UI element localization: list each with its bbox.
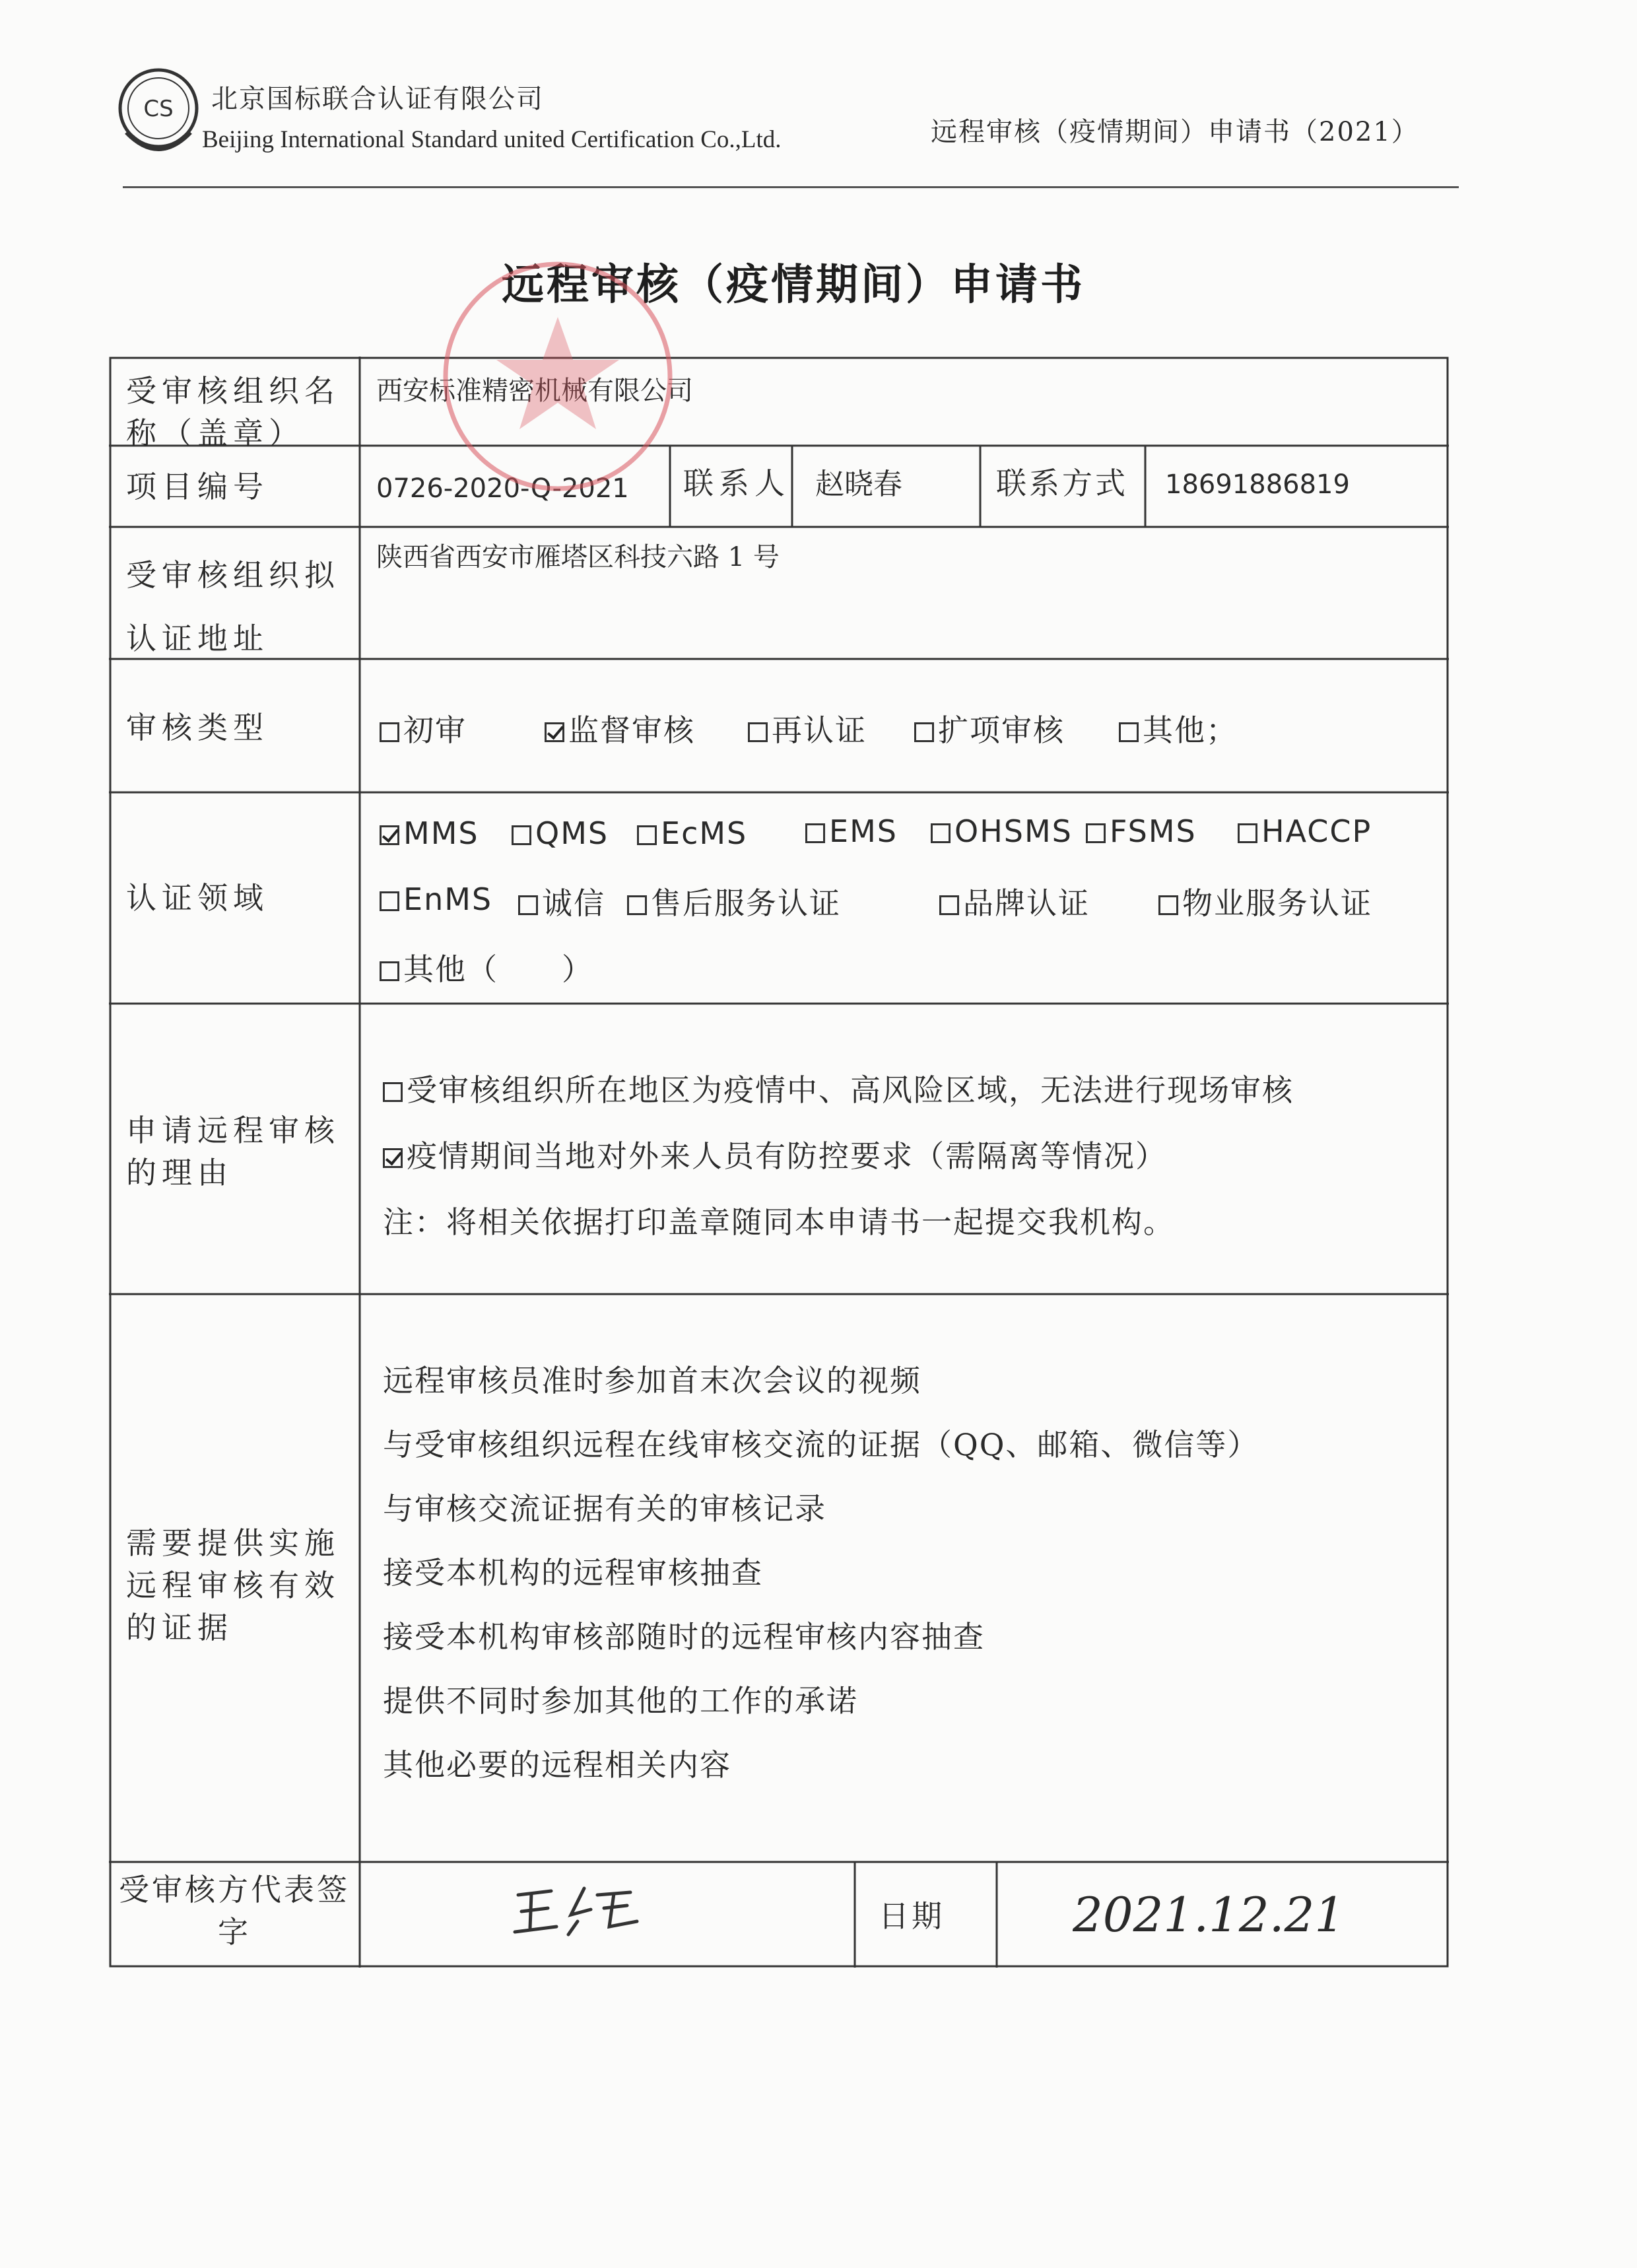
reason-option[interactable] (383, 1066, 1294, 1110)
evidence-label: 需要提供实施远程审核有效的证据 (126, 1525, 340, 1645)
option-label: EcMS (661, 815, 748, 851)
checkbox-empty-icon[interactable] (518, 895, 538, 915)
option-label: FSMS (1110, 813, 1197, 849)
audit-type-option[interactable] (380, 706, 467, 750)
evidence-item: 接受本机构的远程审核抽查 (383, 1555, 763, 1591)
company-name-en: Beijing International Standard united Certification Co.,Ltd. (202, 126, 782, 153)
svg-text:CS: CS (143, 96, 174, 122)
signer-label: 受审核方代表签字 (119, 1872, 350, 1950)
evidence-item: 与审核交流证据有关的审核记录 (383, 1491, 826, 1527)
date-value (1073, 1878, 1376, 1960)
option-label: 其他（ ） (403, 951, 593, 987)
field-option[interactable] (1238, 813, 1372, 849)
evidence-item: 提供不同时参加其他的工作的承诺 (383, 1683, 858, 1719)
org-name-value: 西安标准精密机械有限公司 (376, 376, 693, 406)
option-label: 其他； (1143, 712, 1238, 748)
option-label: 疫情期间当地对外来人员有防控要求（需隔离等情况） (407, 1138, 1167, 1174)
phone-label: 联系方式 (996, 465, 1128, 501)
field-label: 认证领域 (126, 880, 269, 916)
checkbox-empty-icon[interactable] (931, 823, 951, 843)
project-no-value: 0726-2020-Q-2021 (376, 473, 629, 504)
option-label: 初审 (403, 712, 467, 748)
address-value: 陕西省西安市雁塔区科技六路 1 号 (376, 542, 780, 572)
reason-note: 注：将相关依据打印盖章随同本申请书一起提交我机构。 (383, 1204, 1175, 1240)
page-title: 远程审核（疫情期间）申请书 (502, 261, 1085, 310)
document-reference: 远程审核（疫情期间）申请书（2021） (931, 117, 1419, 147)
field-option[interactable] (637, 815, 747, 851)
field-option[interactable] (939, 879, 1090, 923)
checkbox-empty-icon[interactable] (512, 825, 531, 845)
project-no-label: 项目编号 (126, 469, 269, 504)
audit-type-option[interactable] (914, 706, 1065, 750)
audit-type-label: 审核类型 (126, 710, 269, 745)
evidence-item: 其他必要的远程相关内容 (383, 1747, 731, 1783)
evidence-item: 与受审核组织远程在线审核交流的证据（QQ、邮箱、微信等） (383, 1427, 1259, 1462)
option-label: EnMS (403, 881, 493, 917)
checkbox-empty-icon[interactable] (380, 722, 399, 742)
field-option[interactable] (380, 945, 593, 989)
contact-label: 联系人 (683, 465, 790, 501)
option-label: 物业服务认证 (1182, 885, 1372, 921)
address-label: 受审核组织拟认证地址 (126, 557, 340, 656)
field-option[interactable] (380, 881, 492, 917)
option-label: 品牌认证 (963, 885, 1090, 921)
reason-label: 申请远程审核的理由 (126, 1113, 340, 1190)
checkbox-empty-icon[interactable] (380, 961, 399, 981)
header-divider (123, 186, 1459, 188)
application-form (109, 357, 1449, 1968)
option-label: 受审核组织所在地区为疫情中、高风险区域，无法进行现场审核 (407, 1072, 1294, 1108)
checkbox-empty-icon[interactable] (380, 891, 399, 911)
audit-type-option[interactable] (545, 706, 695, 750)
reason-option[interactable] (383, 1132, 1167, 1176)
field-option[interactable] (627, 879, 841, 923)
option-label: 再认证 (772, 712, 867, 748)
option-label: 售后服务认证 (651, 885, 841, 921)
checkbox-empty-icon[interactable] (627, 895, 647, 915)
checkbox-empty-icon[interactable] (805, 823, 825, 843)
checkbox-empty-icon[interactable] (1158, 895, 1178, 915)
option-label: OHSMS (954, 813, 1073, 849)
option-label: 诚信 (542, 885, 605, 921)
checkbox-checked-icon[interactable] (383, 1148, 403, 1168)
company-name-cn: 北京国标联合认证有限公司 (211, 84, 544, 114)
option-label: EMS (829, 813, 898, 849)
field-option[interactable] (512, 815, 609, 851)
checkbox-empty-icon[interactable] (1086, 823, 1106, 843)
checkbox-checked-icon[interactable] (545, 722, 564, 742)
field-option[interactable] (1158, 879, 1372, 923)
handwritten-signature (505, 1875, 650, 1950)
checkbox-empty-icon[interactable] (1238, 823, 1257, 843)
checkbox-empty-icon[interactable] (637, 825, 657, 845)
checkbox-empty-icon[interactable] (914, 722, 934, 742)
audit-type-option[interactable] (748, 706, 867, 750)
option-label: HACCP (1261, 813, 1372, 849)
checkbox-empty-icon[interactable] (748, 722, 768, 742)
checkbox-empty-icon[interactable] (1119, 722, 1139, 742)
audit-type-option[interactable] (1119, 706, 1238, 750)
field-option[interactable] (931, 813, 1073, 849)
date-text: 2021.12.21 (1073, 1887, 1345, 1942)
field-option[interactable] (380, 815, 479, 851)
option-label: MMS (403, 815, 479, 851)
checkbox-empty-icon[interactable] (383, 1082, 403, 1102)
option-label: QMS (535, 815, 609, 851)
field-option[interactable] (518, 879, 605, 923)
checkbox-empty-icon[interactable] (939, 895, 959, 915)
phone-value: 18691886819 (1165, 469, 1350, 500)
contact-value: 赵晓春 (815, 467, 902, 501)
field-option[interactable] (1086, 813, 1197, 849)
evidence-item: 接受本机构审核部随时的远程审核内容抽查 (383, 1619, 985, 1655)
date-label: 日期 (879, 1898, 945, 1934)
company-logo-icon (116, 66, 201, 158)
org-name-label: 受审核组织名称（盖章） (126, 373, 340, 451)
evidence-item: 远程审核员准时参加首末次会议的视频 (383, 1363, 921, 1398)
checkbox-checked-icon[interactable] (380, 825, 399, 845)
option-label: 监督审核 (568, 712, 695, 748)
field-option[interactable] (805, 813, 898, 849)
option-label: 扩项审核 (938, 712, 1065, 748)
